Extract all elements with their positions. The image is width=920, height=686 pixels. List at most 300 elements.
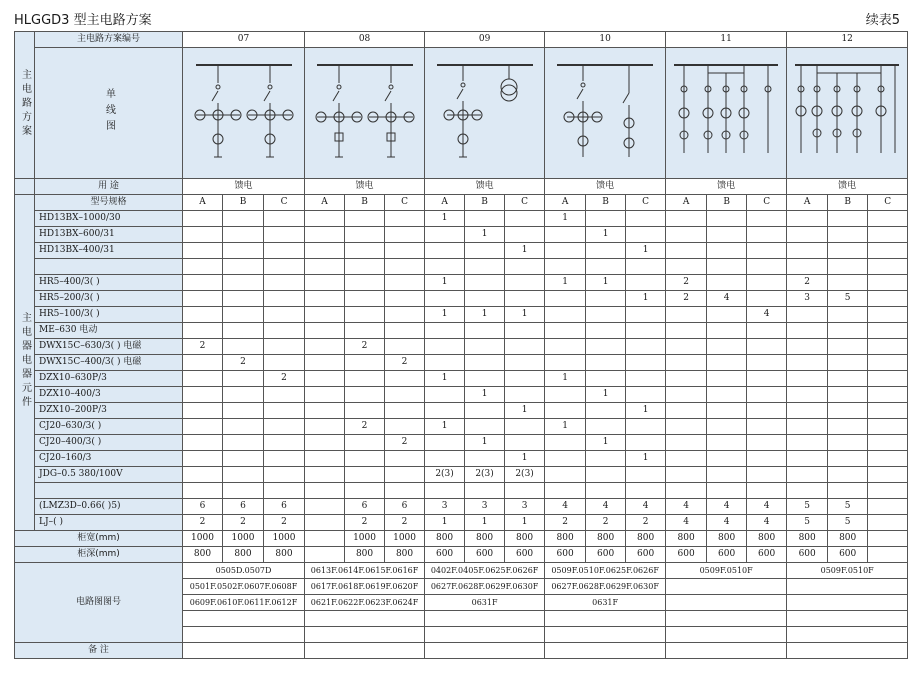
sub-col-header: B xyxy=(223,195,264,211)
component-qty xyxy=(223,451,264,467)
drawing-number xyxy=(787,611,908,627)
cabinet-width-row xyxy=(15,531,908,547)
component-qty xyxy=(183,307,223,323)
component-qty xyxy=(828,307,868,323)
component-qty: 4 xyxy=(707,291,747,307)
component-qty xyxy=(465,243,505,259)
component-qty xyxy=(425,387,465,403)
component-qty xyxy=(828,243,868,259)
component-qty xyxy=(545,451,586,467)
diagram-08 xyxy=(307,53,423,173)
component-qty xyxy=(626,323,666,339)
component-qty: 1 xyxy=(586,435,626,451)
component-qty: 2 xyxy=(586,515,626,531)
cabinet-depth-value: 800 xyxy=(264,547,305,563)
component-qty xyxy=(305,291,345,307)
component-qty xyxy=(305,515,345,531)
cabinet-width-value: 800 xyxy=(626,531,666,547)
single-line-label: 单线图 xyxy=(35,48,183,179)
cabinet-width-value: 800 xyxy=(747,531,787,547)
component-qty xyxy=(545,259,586,275)
component-qty xyxy=(787,227,828,243)
drawing-number: 0509F.0510F xyxy=(787,563,908,579)
component-qty: 6 xyxy=(385,499,425,515)
component-qty xyxy=(345,451,385,467)
component-qty xyxy=(183,355,223,371)
component-qty xyxy=(505,291,545,307)
component-qty xyxy=(868,435,908,451)
component-qty xyxy=(385,243,425,259)
drawing-number xyxy=(787,627,908,643)
table-row xyxy=(15,419,908,435)
component-qty: 4 xyxy=(626,499,666,515)
component-qty: 3 xyxy=(465,499,505,515)
component-qty xyxy=(787,355,828,371)
cabinet-width-value xyxy=(305,531,345,547)
component-qty xyxy=(183,211,223,227)
component-qty xyxy=(666,451,707,467)
component-qty xyxy=(385,291,425,307)
component-qty: 5 xyxy=(787,499,828,515)
component-qty xyxy=(264,387,305,403)
component-qty xyxy=(707,259,747,275)
component-qty xyxy=(305,307,345,323)
component-qty xyxy=(505,419,545,435)
drawing-row xyxy=(15,563,908,579)
component-qty xyxy=(545,483,586,499)
component-qty xyxy=(747,291,787,307)
component-qty xyxy=(345,435,385,451)
cabinet-width-value: 800 xyxy=(505,531,545,547)
cabinet-width-value: 1000 xyxy=(385,531,425,547)
component-qty xyxy=(787,419,828,435)
component-qty xyxy=(505,435,545,451)
component-qty xyxy=(264,467,305,483)
component-qty xyxy=(264,419,305,435)
component-qty xyxy=(425,451,465,467)
component-name: CJ20–160/3 xyxy=(35,451,183,467)
component-qty: 4 xyxy=(747,515,787,531)
component-qty xyxy=(626,259,666,275)
component-name: HD13BX–600/31 xyxy=(35,227,183,243)
component-qty xyxy=(666,355,707,371)
component-qty xyxy=(264,403,305,419)
component-qty xyxy=(586,323,626,339)
component-qty xyxy=(305,227,345,243)
component-qty xyxy=(787,259,828,275)
component-qty: 1 xyxy=(465,515,505,531)
component-qty xyxy=(505,227,545,243)
component-qty xyxy=(586,371,626,387)
component-qty xyxy=(264,275,305,291)
drawing-number: 0501F.0502F.0607F.0608F xyxy=(183,579,305,595)
component-qty: 1 xyxy=(545,419,586,435)
component-qty xyxy=(868,307,908,323)
component-name: CJ20–630/3( ) xyxy=(35,419,183,435)
drawing-number: 0621F.0622F.0623F.0624F xyxy=(305,595,425,611)
drawing-number: 0631F xyxy=(545,595,666,611)
component-qty xyxy=(626,483,666,499)
component-qty xyxy=(828,259,868,275)
table-row xyxy=(15,403,908,419)
component-qty xyxy=(707,419,747,435)
continuation-label: 续表5 xyxy=(865,13,900,28)
component-qty xyxy=(505,483,545,499)
component-qty: 4 xyxy=(586,499,626,515)
table-row xyxy=(15,291,908,307)
component-qty xyxy=(828,467,868,483)
component-qty xyxy=(707,467,747,483)
component-qty xyxy=(707,435,747,451)
drawing-number: 0505D.0507D xyxy=(183,563,305,579)
component-qty xyxy=(505,259,545,275)
component-qty xyxy=(828,387,868,403)
component-qty xyxy=(385,483,425,499)
component-qty xyxy=(586,467,626,483)
component-qty: 2 xyxy=(223,355,264,371)
component-qty xyxy=(385,419,425,435)
component-qty xyxy=(505,323,545,339)
component-name: HD13BX–1000/30 xyxy=(35,211,183,227)
sub-col-header: C xyxy=(626,195,666,211)
single-line-diagram-09 xyxy=(425,48,545,179)
cabinet-depth-value xyxy=(305,547,345,563)
component-qty xyxy=(425,483,465,499)
cabinet-depth-row xyxy=(15,547,908,563)
component-qty xyxy=(264,355,305,371)
cabinet-width-value: 1000 xyxy=(223,531,264,547)
component-qty xyxy=(586,451,626,467)
usage-09: 馈电 xyxy=(425,179,545,195)
component-qty xyxy=(626,307,666,323)
sub-col-header: B xyxy=(707,195,747,211)
component-qty xyxy=(586,211,626,227)
cabinet-depth-value: 600 xyxy=(465,547,505,563)
component-qty xyxy=(828,403,868,419)
component-qty: 3 xyxy=(425,499,465,515)
component-qty: 2 xyxy=(626,515,666,531)
cabinet-width-value: 800 xyxy=(787,531,828,547)
component-name: DZX10–200P/3 xyxy=(35,403,183,419)
component-qty xyxy=(545,435,586,451)
component-qty xyxy=(747,339,787,355)
component-qty xyxy=(305,467,345,483)
sub-col-header: C xyxy=(264,195,305,211)
component-qty xyxy=(787,307,828,323)
component-qty xyxy=(465,339,505,355)
usage-10: 馈电 xyxy=(545,179,666,195)
diagram-11 xyxy=(668,53,784,173)
component-qty xyxy=(545,339,586,355)
component-qty xyxy=(264,339,305,355)
drawing-number: 0627F.0628F.0629F.0630F xyxy=(425,579,545,595)
component-qty xyxy=(707,451,747,467)
component-qty xyxy=(828,355,868,371)
component-qty xyxy=(787,467,828,483)
component-qty xyxy=(586,339,626,355)
remarks-cell xyxy=(787,643,908,659)
component-qty: 2 xyxy=(385,355,425,371)
component-qty xyxy=(787,371,828,387)
remarks-cell xyxy=(183,643,305,659)
drawing-number xyxy=(183,611,305,627)
component-qty xyxy=(305,451,345,467)
drawing-number: 0627F.0628F.0629F.0630F xyxy=(545,579,666,595)
component-qty: 6 xyxy=(183,499,223,515)
component-qty xyxy=(425,403,465,419)
component-qty xyxy=(828,323,868,339)
table-row xyxy=(15,227,908,243)
component-qty xyxy=(345,387,385,403)
component-qty xyxy=(707,371,747,387)
component-qty xyxy=(465,291,505,307)
component-qty xyxy=(264,307,305,323)
component-qty xyxy=(545,355,586,371)
component-qty xyxy=(747,243,787,259)
component-qty xyxy=(868,323,908,339)
component-qty: 2 xyxy=(787,275,828,291)
cabinet-width-value: 1000 xyxy=(264,531,305,547)
component-qty xyxy=(707,339,747,355)
remarks-row xyxy=(15,643,908,659)
component-qty xyxy=(223,227,264,243)
component-qty xyxy=(586,355,626,371)
component-qty: 1 xyxy=(505,243,545,259)
component-qty xyxy=(223,387,264,403)
single-line-diagram-07 xyxy=(183,48,305,179)
cabinet-width-value: 800 xyxy=(828,531,868,547)
single-line-diagram-12 xyxy=(787,48,908,179)
component-qty: 1 xyxy=(465,227,505,243)
table-row xyxy=(15,467,908,483)
component-qty xyxy=(666,387,707,403)
drawing-number xyxy=(787,595,908,611)
cabinet-depth-value: 600 xyxy=(787,547,828,563)
component-qty xyxy=(747,211,787,227)
component-qty xyxy=(465,275,505,291)
component-qty: 2 xyxy=(345,339,385,355)
component-qty xyxy=(626,339,666,355)
component-qty: 1 xyxy=(465,387,505,403)
component-qty xyxy=(666,419,707,435)
component-qty xyxy=(747,467,787,483)
cabinet-depth-value xyxy=(868,547,908,563)
component-qty xyxy=(868,499,908,515)
remarks-label: 备 注 xyxy=(15,643,183,659)
component-qty xyxy=(707,387,747,403)
component-qty xyxy=(666,307,707,323)
component-qty xyxy=(305,339,345,355)
component-qty xyxy=(868,227,908,243)
component-qty xyxy=(385,371,425,387)
component-qty xyxy=(707,275,747,291)
sub-col-header: C xyxy=(868,195,908,211)
component-qty: 5 xyxy=(828,499,868,515)
component-qty xyxy=(666,403,707,419)
component-qty xyxy=(707,243,747,259)
scheme-no-09: 09 xyxy=(425,32,545,48)
table-row xyxy=(15,323,908,339)
component-qty xyxy=(223,419,264,435)
component-qty xyxy=(223,291,264,307)
component-qty xyxy=(385,307,425,323)
component-name: HR5–400/3( ) xyxy=(35,275,183,291)
component-qty: 4 xyxy=(747,499,787,515)
cabinet-depth-value: 600 xyxy=(707,547,747,563)
component-qty xyxy=(425,243,465,259)
component-name: ME–630 电动 xyxy=(35,323,183,339)
cabinet-width-value: 800 xyxy=(465,531,505,547)
component-qty xyxy=(183,275,223,291)
component-qty xyxy=(505,355,545,371)
component-qty xyxy=(425,259,465,275)
component-qty xyxy=(223,371,264,387)
component-qty xyxy=(545,467,586,483)
usage-07: 馈电 xyxy=(183,179,305,195)
component-qty xyxy=(385,403,425,419)
component-name xyxy=(35,259,183,275)
cabinet-width-value: 800 xyxy=(425,531,465,547)
component-name: HR5–100/3( ) xyxy=(35,307,183,323)
component-name: DWX15C–630/3( ) 电磁 xyxy=(35,339,183,355)
component-qty xyxy=(868,259,908,275)
component-qty: 3 xyxy=(505,499,545,515)
cabinet-depth-label: 柜深(mm) xyxy=(15,547,183,563)
component-qty xyxy=(586,483,626,499)
component-qty xyxy=(345,211,385,227)
component-qty xyxy=(666,259,707,275)
component-qty xyxy=(345,355,385,371)
component-qty: 4 xyxy=(747,307,787,323)
drawing-number: 0613F.0614F.0615F.0616F xyxy=(305,563,425,579)
component-qty xyxy=(264,291,305,307)
component-qty: 2 xyxy=(345,419,385,435)
sub-col-header: B xyxy=(465,195,505,211)
table-row xyxy=(15,515,908,531)
component-qty xyxy=(868,483,908,499)
component-qty xyxy=(747,227,787,243)
component-qty: 2 xyxy=(264,371,305,387)
diagram-12 xyxy=(789,53,905,173)
single-line-diagram-11 xyxy=(666,48,787,179)
component-name: HD13BX–400/31 xyxy=(35,243,183,259)
scheme-no-label: 主电路方案编号 xyxy=(35,32,183,48)
component-qty xyxy=(505,211,545,227)
component-qty xyxy=(626,227,666,243)
component-qty xyxy=(505,371,545,387)
component-qty xyxy=(183,371,223,387)
component-qty xyxy=(305,355,345,371)
component-qty: 1 xyxy=(505,515,545,531)
drawing-number xyxy=(666,611,787,627)
component-qty: 6 xyxy=(345,499,385,515)
table-row xyxy=(15,435,908,451)
component-qty xyxy=(707,355,747,371)
component-qty: 5 xyxy=(828,515,868,531)
component-qty xyxy=(264,211,305,227)
component-qty xyxy=(305,435,345,451)
component-qty xyxy=(465,259,505,275)
component-qty xyxy=(264,451,305,467)
component-qty xyxy=(828,275,868,291)
sub-col-header: C xyxy=(505,195,545,211)
component-qty: 1 xyxy=(425,307,465,323)
remarks-cell xyxy=(305,643,425,659)
component-qty xyxy=(626,355,666,371)
component-qty: 4 xyxy=(707,499,747,515)
cabinet-depth-value: 600 xyxy=(545,547,586,563)
component-qty xyxy=(868,403,908,419)
component-qty xyxy=(787,403,828,419)
component-qty xyxy=(465,419,505,435)
drawing-number xyxy=(183,627,305,643)
component-qty xyxy=(385,275,425,291)
page-title: HLGGD3 型主电路方案 xyxy=(14,13,152,28)
component-qty: 1 xyxy=(626,243,666,259)
component-qty xyxy=(747,403,787,419)
component-qty xyxy=(264,259,305,275)
component-qty xyxy=(747,483,787,499)
component-qty xyxy=(345,259,385,275)
component-qty: 1 xyxy=(505,403,545,419)
component-qty: 2 xyxy=(264,515,305,531)
component-qty xyxy=(465,371,505,387)
circuit-drawing-label: 电路图图号 xyxy=(15,563,183,643)
component-qty xyxy=(223,483,264,499)
component-qty xyxy=(868,515,908,531)
drawing-number xyxy=(305,611,425,627)
component-qty xyxy=(707,307,747,323)
cabinet-depth-value: 600 xyxy=(586,547,626,563)
drawing-number: 0617F.0618F.0619F.0620F xyxy=(305,579,425,595)
model-label: 型号规格 xyxy=(35,195,183,211)
component-qty xyxy=(787,451,828,467)
component-qty xyxy=(183,419,223,435)
component-qty xyxy=(465,355,505,371)
usage-12: 馈电 xyxy=(787,179,908,195)
drawing-number: 0609F.0610F.0611F.0612F xyxy=(183,595,305,611)
sub-col-header: A xyxy=(666,195,707,211)
cabinet-depth-value: 800 xyxy=(385,547,425,563)
component-qty xyxy=(666,339,707,355)
component-qty xyxy=(264,323,305,339)
component-qty xyxy=(183,291,223,307)
component-qty xyxy=(747,387,787,403)
drawing-number xyxy=(545,611,666,627)
component-qty xyxy=(868,419,908,435)
component-qty xyxy=(545,307,586,323)
component-qty xyxy=(305,323,345,339)
sub-col-header: A xyxy=(305,195,345,211)
cabinet-depth-value: 600 xyxy=(747,547,787,563)
drawing-number xyxy=(666,595,787,611)
diagram-07 xyxy=(186,53,302,173)
component-qty xyxy=(626,419,666,435)
component-qty: 1 xyxy=(586,387,626,403)
component-qty: 1 xyxy=(505,451,545,467)
scheme-no-10: 10 xyxy=(545,32,666,48)
cabinet-depth-value: 600 xyxy=(828,547,868,563)
component-qty xyxy=(183,227,223,243)
diagram-10 xyxy=(547,53,663,173)
component-qty xyxy=(747,355,787,371)
component-name: (LMZ3D–0.66( )5) xyxy=(35,499,183,515)
drawing-number: 0402F.0405F.0625F.0626F xyxy=(425,563,545,579)
component-qty xyxy=(828,451,868,467)
component-qty: 1 xyxy=(465,307,505,323)
component-qty xyxy=(183,259,223,275)
cabinet-width-value: 800 xyxy=(666,531,707,547)
